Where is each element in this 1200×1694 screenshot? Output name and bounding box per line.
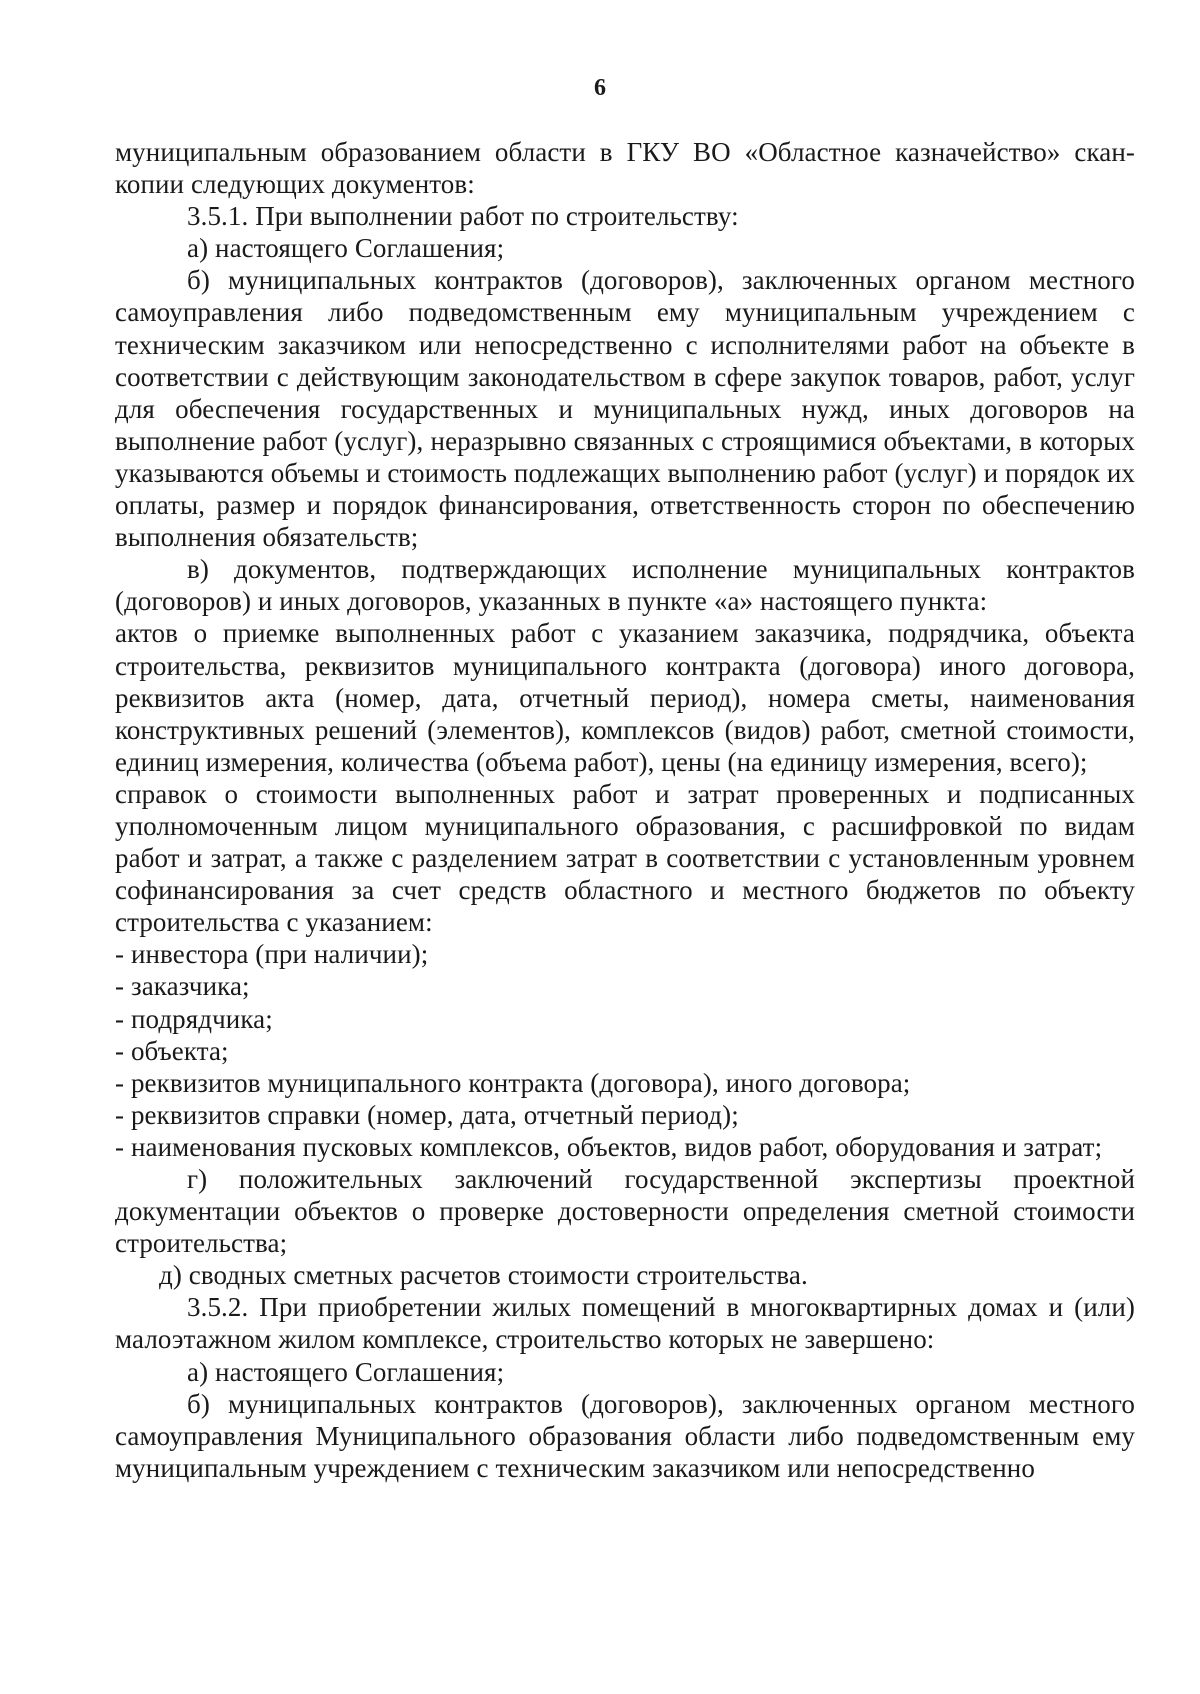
list-item: - реквизитов муниципального контракта (договора), иного договора;: [115, 1067, 911, 1098]
list-item: - подрядчика;: [115, 1003, 273, 1034]
list-item: - инвестора (при наличии);: [115, 939, 429, 970]
page-number: 6: [594, 75, 606, 101]
paragraph: г) положительных заключений государственной экспертизы проектной документации объектов о проверке достоверности определения сметной стоимости строительства;: [115, 1164, 1135, 1259]
list-item: - объекта;: [115, 1035, 229, 1066]
paragraph: а) настоящего Соглашения;: [187, 1356, 505, 1387]
list-item: - заказчика;: [115, 971, 250, 1002]
paragraph: 3.5.1. При выполнении работ по строительству:: [187, 201, 739, 232]
paragraph: в) документов, подтверждающих исполнение муниципальных контрактов (договоров) и иных договоров, указанных в пункте «а» настоящего пункта:: [115, 554, 1135, 617]
paragraph: д) сводных сметных расчетов стоимости строительства.: [159, 1260, 808, 1291]
paragraph: б) муниципальных контрактов (договоров), заключенных органом местного самоуправления либо подведомственным ему муниципальным учреждением с техническим заказчиком или непосредственно с исполнителями работ на объекте в соответствии с действующим законодательством в сфере закупок товаров, работ, услуг для обеспечения государственных и муниципальных нужд, иных договоров на выполнение работ (услуг), неразрывно связанных с строящимися объектами, в которых указываются объемы и стоимость подлежащих выполнению работ (услуг) и порядок их оплаты, размер и порядок финансирования, ответственность сторон по обеспечению выполнения обязательств;: [115, 265, 1135, 553]
document-body: [115, 136, 1135, 1484]
paragraph: б) муниципальных контрактов (договоров), заключенных органом местного самоуправления Муниципального образования области либо подведомственным ему муниципальным учреждением с техническим заказчиком или непосредственно: [115, 1388, 1135, 1483]
paragraph: а) настоящего Соглашения;: [187, 233, 505, 264]
list-item: - наименования пусковых комплексов, объектов, видов работ, оборудования и затрат;: [115, 1131, 1103, 1162]
paragraph: муниципальным образованием области в ГКУ ВО «Областное казначейство» скан-копии следующих документов:: [115, 137, 1135, 200]
paragraph: справок о стоимости выполненных работ и затрат проверенных и подписанных уполномоченным лицом муниципального образования, с расшифровкой по видам работ и затрат, а также с разделением затрат в соответствии с установленным уровнем софинансирования за счет средств областного и местного бюджетов по объекту строительства с указанием:: [115, 778, 1135, 938]
paragraph: актов о приемке выполненных работ с указанием заказчика, подрядчика, объекта строительства, реквизитов муниципального контракта (договора) иного договора, реквизитов акта (номер, дата, отчетный период), номера сметы, наименования конструктивных решений (элементов), комплексов (видов) работ, сметной стоимости, единиц измерения, количества (объема работ), цены (на единицу измерения, всего);: [115, 618, 1135, 777]
paragraph: 3.5.2. При приобретении жилых помещений в многоквартирных домах и (или) малоэтажном жилом комплексе, строительство которых не завершено:: [115, 1292, 1135, 1355]
list-item: - реквизитов справки (номер, дата, отчетный период);: [115, 1099, 739, 1130]
